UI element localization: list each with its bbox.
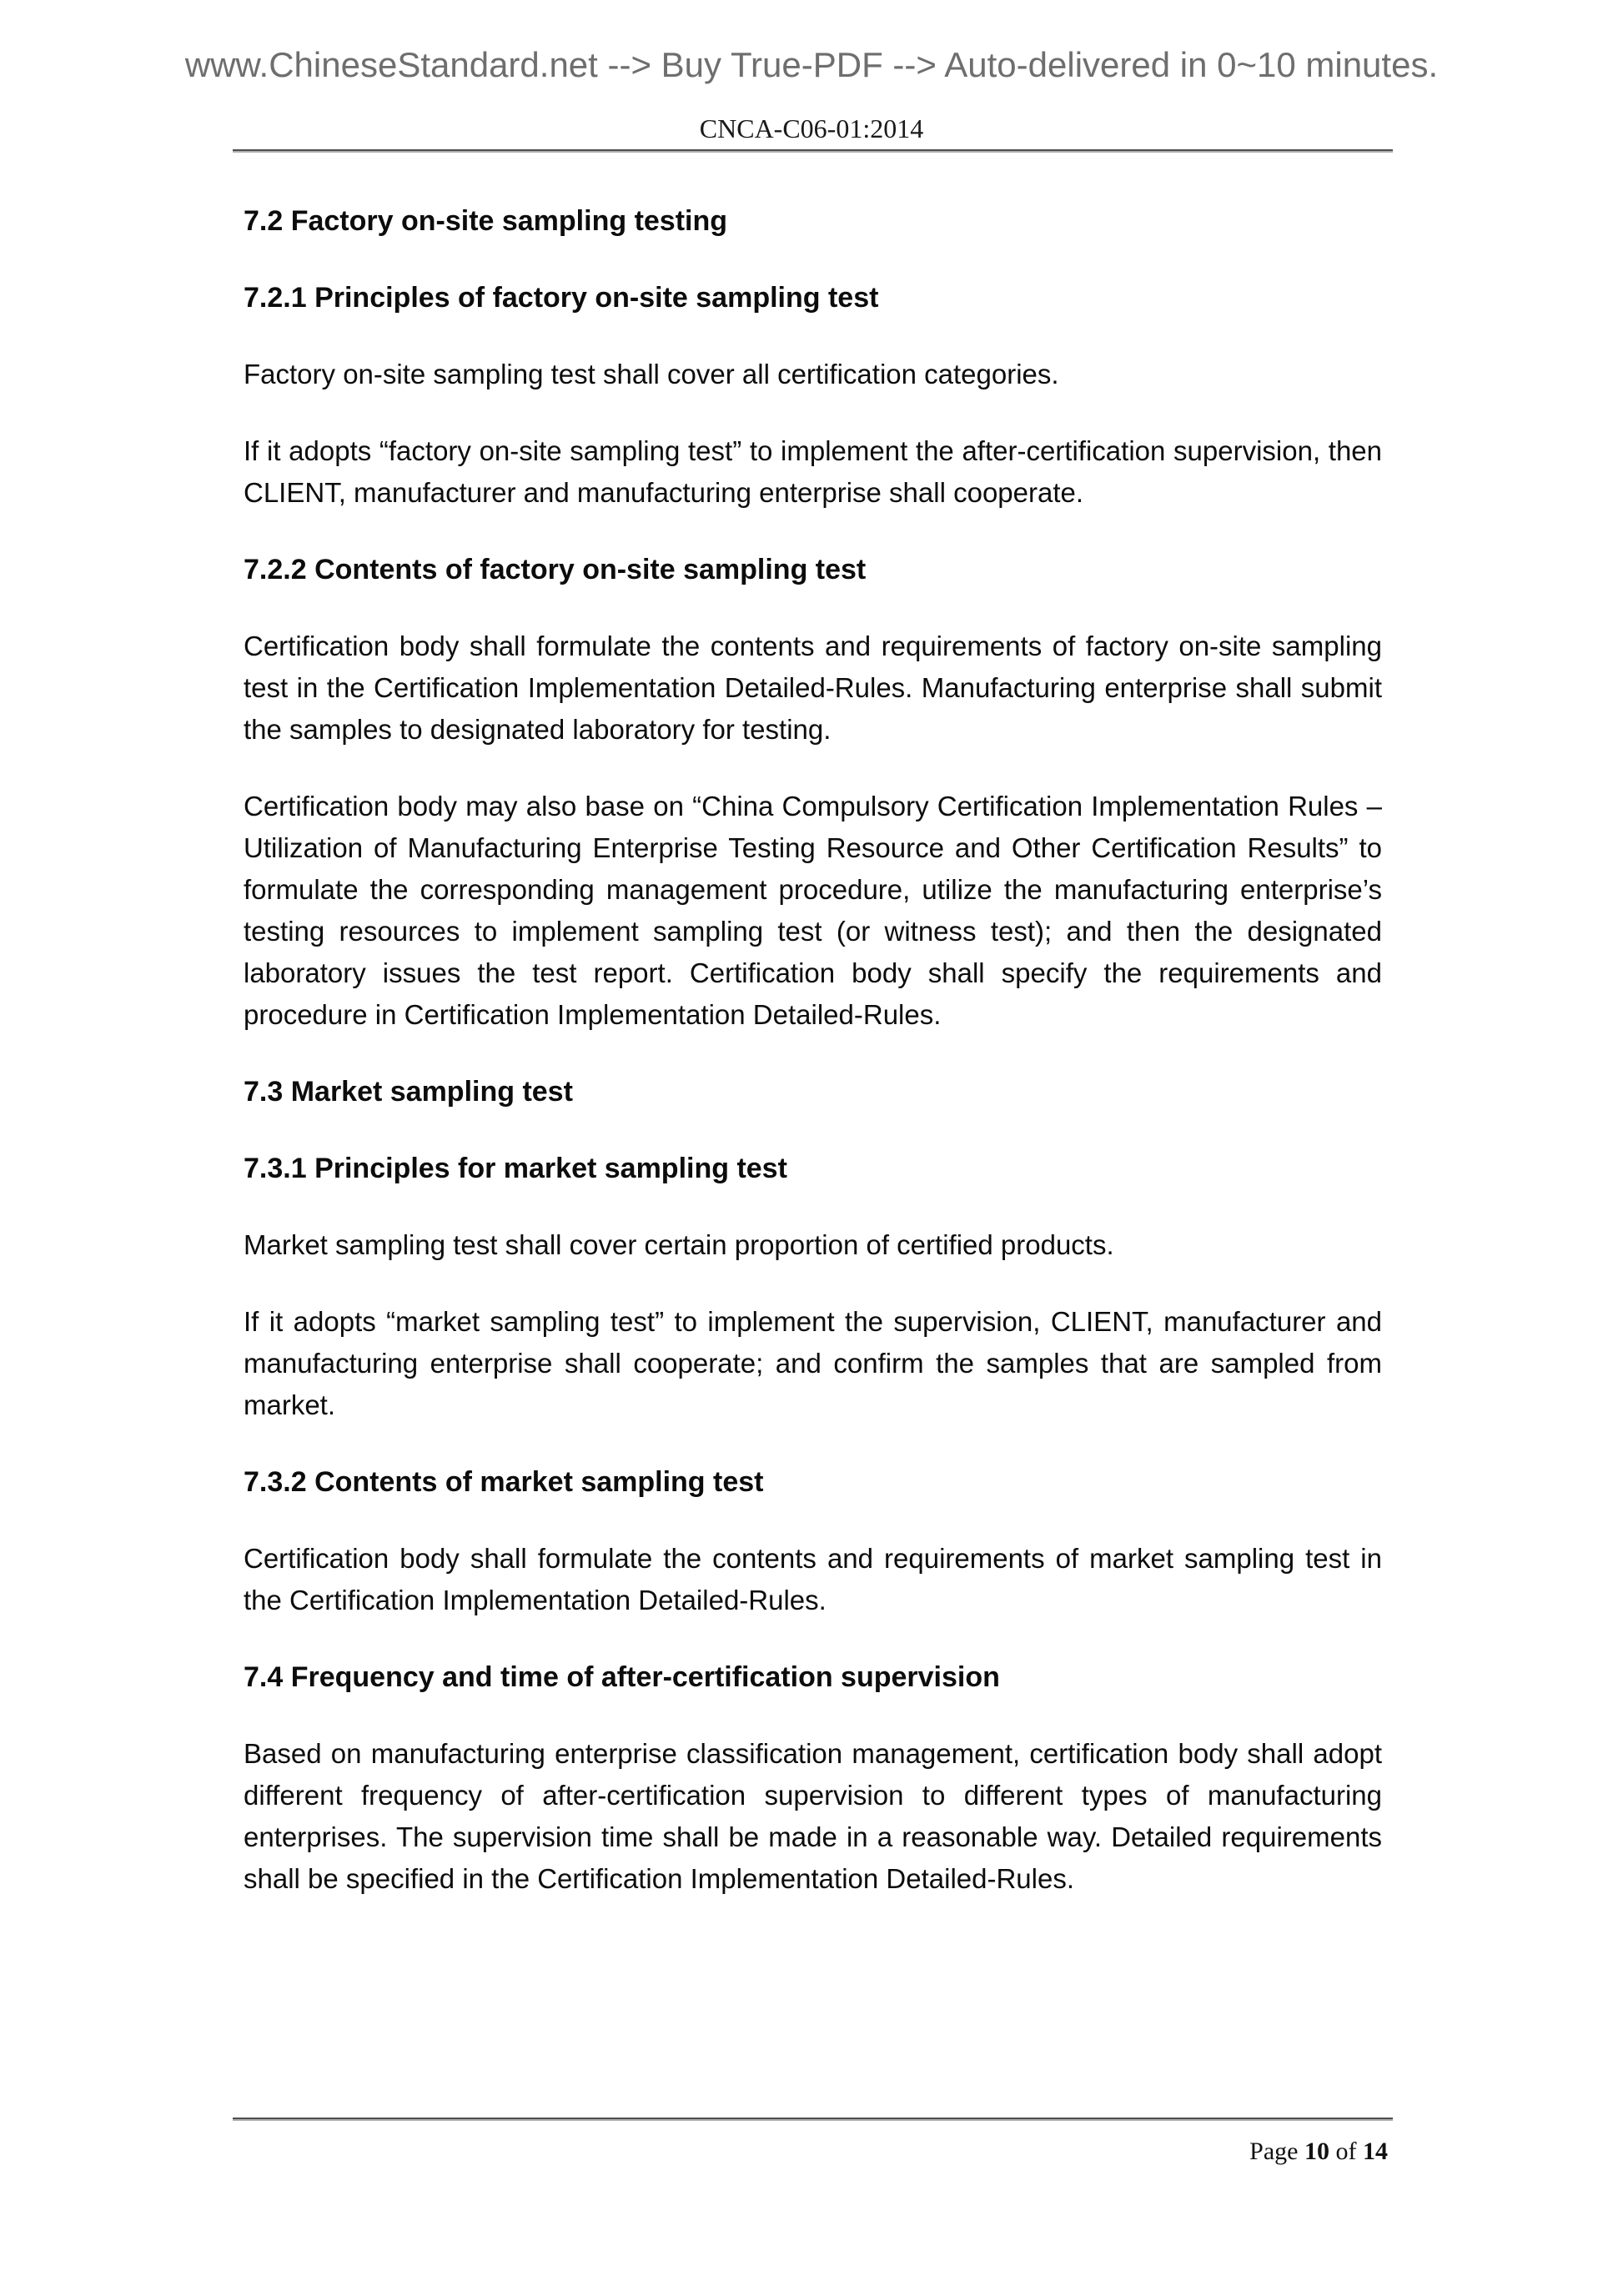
section-7-2-heading: 7.2 Factory on-site sampling testing [244, 205, 728, 237]
page-total: 14 [1363, 2138, 1388, 2165]
section-7-2-1-heading: 7.2.1 Principles of factory on-site sampling test [244, 282, 879, 314]
section-7-3-2-para-1: Certification body shall formulate the contents and requirements of market sampling test in the Certification Implementation Detailed-Rules. [244, 1543, 1382, 1615]
site-promo-header: www.ChineseStandard.net --> Buy True-PDF --> Auto-delivered in 0~10 minutes. [184, 45, 1439, 84]
page-label: Page [1249, 2138, 1304, 2165]
page-indicator [233, 2133, 1393, 2170]
section-7-2-2-heading: 7.2.2 Contents of factory on-site sampling test [244, 554, 867, 585]
section-7-3-1-heading: 7.3.1 Principles for market sampling test [244, 1153, 787, 1184]
page-number: 10 [1304, 2138, 1329, 2165]
section-7-4-para-1: Based on manufacturing enterprise classification management, certification body shall adopt different frequency of after-certification supervision to different types of manufacturing enterprises. The supervision time shall be made in a reasonable way. Detailed requirements shall be specified in the Certification Implementation Detailed-Rules. [244, 1738, 1382, 1894]
header-divider [233, 149, 1393, 153]
document-body [233, 200, 1393, 1900]
document-number: CNCA-C06-01:2014 [699, 113, 924, 143]
section-7-2-1-para-1: Factory on-site sampling test shall cover all certification categories. [244, 359, 1059, 389]
section-7-3-2-heading: 7.3.2 Contents of market sampling test [244, 1466, 764, 1498]
section-7-3-1-para-2: If it adopts “market sampling test” to implement the supervision, CLIENT, manufacturer and manufacturing enterprise shall cooperate; and confirm the samples that are sampled from market. [244, 1306, 1382, 1420]
footer-divider [233, 2118, 1393, 2121]
section-7-3-heading: 7.3 Market sampling test [244, 1076, 573, 1108]
section-7-2-2-para-1: Certification body shall formulate the contents and requirements of factory on-site sampling test in the Certification Implementation Detailed-Rules. Manufacturing enterprise shall submit the samples to designated laboratory for testing. [244, 631, 1382, 745]
section-7-4-heading: 7.4 Frequency and time of after-certification supervision [244, 1661, 1000, 1693]
section-7-2-1-para-2: If it adopts “factory on-site sampling test” to implement the after-certification supervision, then CLIENT, manufacturer and manufacturing enterprise shall cooperate. [244, 435, 1382, 508]
section-7-3-1-para-1: Market sampling test shall cover certain proportion of certified products. [244, 1229, 1114, 1260]
page-of-label: of [1329, 2138, 1363, 2165]
section-7-2-2-para-2: Certification body may also base on “China Compulsory Certification Implementation Rules – Utilization of Manufacturing Enterprise Testing Resource and Other Certification Results” to formulate the corresponding management procedure, utilize the manufacturing enterprise’s testing resources to implement sampling test (or witness test); and then the designated laboratory issues the test report. Certification body shall specify the requirements and procedure in Certification Implementation Detailed-Rules. [244, 791, 1382, 1030]
